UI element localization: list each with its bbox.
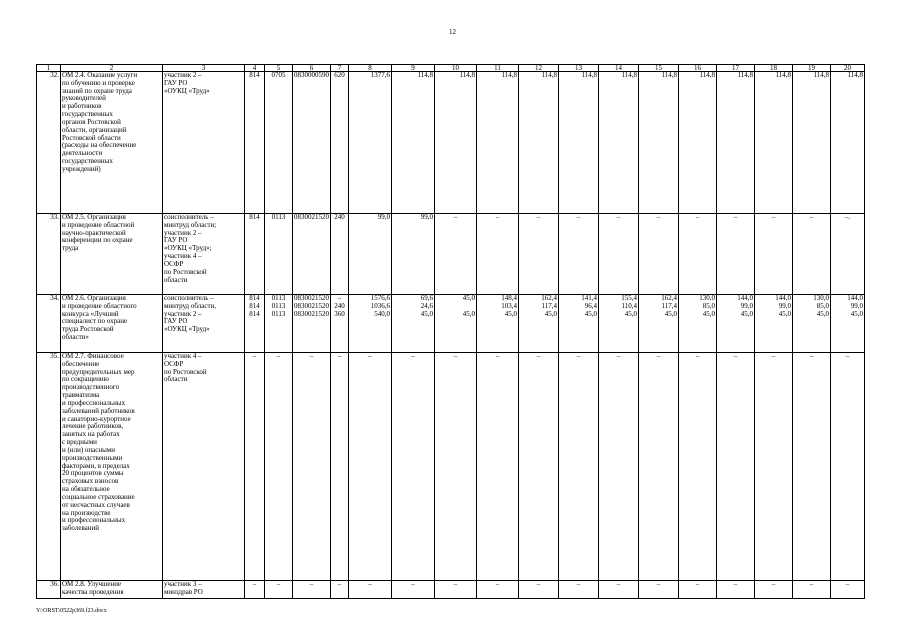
row-number: 34. bbox=[37, 295, 61, 353]
amount-cell: – bbox=[559, 581, 599, 599]
amount-cell: – bbox=[599, 214, 639, 295]
amount-cell: 69,6 24,6 45,0 bbox=[392, 295, 435, 353]
amount-cell: – bbox=[519, 214, 559, 295]
amount-cell: – bbox=[519, 353, 559, 581]
responsible-executor: участник 3 – минздрав РО bbox=[163, 581, 245, 599]
code-rzpr: – bbox=[265, 581, 293, 599]
amount-cell: 162,4 117,4 45,0 bbox=[639, 295, 679, 353]
column-number-18: 18 bbox=[755, 65, 793, 72]
amount-cell: – bbox=[349, 353, 392, 581]
table-row bbox=[37, 353, 865, 581]
row-number: 36. bbox=[37, 581, 61, 599]
code-vr: – bbox=[331, 353, 349, 581]
table-row bbox=[37, 295, 865, 353]
amount-cell: – bbox=[793, 581, 831, 599]
column-number-13: 13 bbox=[559, 65, 599, 72]
measure-name: ОМ 2.6. Организация и проведение областного конкурса «Лучший специалист по охране труда Ростовской области» bbox=[61, 295, 163, 353]
row-number: 35. bbox=[37, 353, 61, 581]
amount-cell: – bbox=[717, 581, 755, 599]
amount-cell: 155,4 110,4 45,0 bbox=[599, 295, 639, 353]
amount-cell: 114,8 bbox=[679, 72, 717, 214]
amount-cell: – bbox=[831, 353, 865, 581]
amount-cell: – bbox=[599, 581, 639, 599]
amount-cell: 114,8 bbox=[599, 72, 639, 214]
amount-cell: – bbox=[717, 353, 755, 581]
amount-cell: – bbox=[435, 353, 477, 581]
page-number: 12 bbox=[449, 28, 456, 36]
amount-cell: 114,8 bbox=[435, 72, 477, 214]
amount-cell: – bbox=[519, 581, 559, 599]
code-grbs: – bbox=[245, 353, 265, 581]
code-csr: – bbox=[293, 581, 331, 599]
code-rzpr: 0113 bbox=[265, 214, 293, 295]
column-number-9: 9 bbox=[392, 65, 435, 72]
row-number: 33. bbox=[37, 214, 61, 295]
amount-cell: 1377,6 bbox=[349, 72, 392, 214]
amount-cell: – bbox=[599, 353, 639, 581]
amount-cell: 162,4 117,4 45,0 bbox=[519, 295, 559, 353]
responsible-executor: соисполнитель – минтруд области; участник 2 – ГАУ РО «ОУКЦ «Труд»; участник 4 – ОСФР по Ростовской области bbox=[163, 214, 245, 295]
amount-cell: – bbox=[559, 353, 599, 581]
amount-cell: – bbox=[717, 214, 755, 295]
amount-cell: – bbox=[435, 214, 477, 295]
amount-cell: 99,0 bbox=[349, 214, 392, 295]
amount-cell: 114,8 bbox=[755, 72, 793, 214]
column-number-3: 3 bbox=[163, 65, 245, 72]
amount-cell: – bbox=[477, 353, 519, 581]
amount-cell: – bbox=[793, 214, 831, 295]
amount-cell: 114,8 bbox=[717, 72, 755, 214]
column-number-16: 16 bbox=[679, 65, 717, 72]
code-rzpr: 0113 0113 0113 bbox=[265, 295, 293, 353]
file-path-footer: Y:\ORST\0522p369.f23.docx bbox=[36, 608, 107, 614]
column-number-15: 15 bbox=[639, 65, 679, 72]
amount-cell: 141,4 96,4 45,0 bbox=[559, 295, 599, 353]
amount-cell: – bbox=[559, 214, 599, 295]
responsible-executor: участник 2 – ГАУ РО «ОУКЦ «Труд» bbox=[163, 72, 245, 214]
amount-cell: – bbox=[793, 353, 831, 581]
amount-cell: – bbox=[831, 581, 865, 599]
code-csr: – bbox=[293, 353, 331, 581]
amount-cell: 114,8 bbox=[559, 72, 599, 214]
amount-cell: 130,0 85,0 45,0 bbox=[793, 295, 831, 353]
amount-cell: – bbox=[755, 581, 793, 599]
code-grbs: – bbox=[245, 581, 265, 599]
amount-cell: 130,0 85,0 45,0 bbox=[679, 295, 717, 353]
table-row bbox=[37, 581, 865, 599]
amount-cell: 144,0 99,0 45,0 bbox=[717, 295, 755, 353]
table-row bbox=[37, 72, 865, 214]
code-csr: 0830021520 bbox=[293, 214, 331, 295]
column-number-8: 8 bbox=[349, 65, 392, 72]
amount-cell: 114,8 bbox=[519, 72, 559, 214]
code-vr: – bbox=[331, 581, 349, 599]
code-grbs: 814 814 814 bbox=[245, 295, 265, 353]
amount-cell: – bbox=[755, 214, 793, 295]
amount-cell: 144,0 99,0 45,0 bbox=[755, 295, 793, 353]
amount-cell: – bbox=[679, 353, 717, 581]
amount-cell: 99,0 bbox=[392, 214, 435, 295]
amount-cell: 114,8 bbox=[831, 72, 865, 214]
code-vr: 240 bbox=[331, 214, 349, 295]
code-grbs: 814 bbox=[245, 214, 265, 295]
column-number-12: 12 bbox=[519, 65, 559, 72]
column-number-19: 19 bbox=[793, 65, 831, 72]
amount-cell: 148,4 103,4 45,0 bbox=[477, 295, 519, 353]
column-number-5: 5 bbox=[265, 65, 293, 72]
code-grbs: 814 bbox=[245, 72, 265, 214]
code-csr: 0830021520 0830021520 0830021520 bbox=[293, 295, 331, 353]
responsible-executor: участник 4 – ОСФР по Ростовской области bbox=[163, 353, 245, 581]
measure-name: ОМ 2.7. Финансовое обеспечение предупредительных мер по сокращению производственного травматизма и профессиональных заболеваний работников и санаторно-курортное лечение работников, занятых на работах с вредными и (или) опасными производственными факторами, в пределах 20 процентов суммы страховых взносов на обязательное социальное страхование от несчастных случаев на производстве и профессиональных заболеваний bbox=[61, 353, 163, 581]
column-number-4: 4 bbox=[245, 65, 265, 72]
column-number-7: 7 bbox=[331, 65, 349, 72]
column-number-1: 1 bbox=[37, 65, 61, 72]
code-rzpr: – bbox=[265, 353, 293, 581]
amount-cell: – bbox=[679, 214, 717, 295]
amount-cell: 1576,6 1036,6 540,0 bbox=[349, 295, 392, 353]
amount-cell: – bbox=[392, 581, 435, 599]
code-vr: – 240 360 bbox=[331, 295, 349, 353]
measure-name: ОМ 2.8. Улучшение качества проведения bbox=[61, 581, 163, 599]
responsible-executor: соисполнитель – минтруд области, участник 2 – ГАУ РО «ОУКЦ «Труд» bbox=[163, 295, 245, 353]
column-number-20: 20 bbox=[831, 65, 865, 72]
code-rzpr: 0705 bbox=[265, 72, 293, 214]
code-vr: 620 bbox=[331, 72, 349, 214]
measure-name: ОМ 2.5. Организация и проведение областной научно-практической конференции по охране труда bbox=[61, 214, 163, 295]
column-number-6: 6 bbox=[293, 65, 331, 72]
column-number-10: 10 bbox=[435, 65, 477, 72]
amount-cell: – bbox=[477, 214, 519, 295]
amount-cell: 45,0 45,0 bbox=[435, 295, 477, 353]
amount-cell: – bbox=[679, 581, 717, 599]
column-number-11: 11 bbox=[477, 65, 519, 72]
amount-cell: – bbox=[639, 581, 679, 599]
amount-cell: – bbox=[477, 581, 519, 599]
amount-cell: 114,8 bbox=[477, 72, 519, 214]
column-number-header-row bbox=[37, 65, 865, 72]
amount-cell: 114,8 bbox=[793, 72, 831, 214]
amount-cell: 144,0 99,0 45,0 bbox=[831, 295, 865, 353]
amount-cell: –. bbox=[831, 214, 865, 295]
table-row bbox=[37, 214, 865, 295]
amount-cell: – bbox=[639, 353, 679, 581]
amount-cell: – bbox=[392, 353, 435, 581]
amount-cell: – bbox=[349, 581, 392, 599]
amount-cell: 114,8 bbox=[392, 72, 435, 214]
column-number-14: 14 bbox=[599, 65, 639, 72]
amount-cell: – bbox=[755, 353, 793, 581]
amount-cell: 114,8 bbox=[639, 72, 679, 214]
budget-table bbox=[36, 64, 865, 599]
column-number-2: 2 bbox=[61, 65, 163, 72]
row-number: 32. bbox=[37, 72, 61, 214]
code-csr: 0830000590 bbox=[293, 72, 331, 214]
amount-cell: – bbox=[435, 581, 477, 599]
measure-name: ОМ 2.4. Оказание услуги по обучению и проверке знаний по охране труда руководителей и работников государственных органов Ростовской области, организаций Ростовской области (расходы на обеспечение деятельности государственных учреждений) bbox=[61, 72, 163, 214]
column-number-17: 17 bbox=[717, 65, 755, 72]
amount-cell: – bbox=[639, 214, 679, 295]
